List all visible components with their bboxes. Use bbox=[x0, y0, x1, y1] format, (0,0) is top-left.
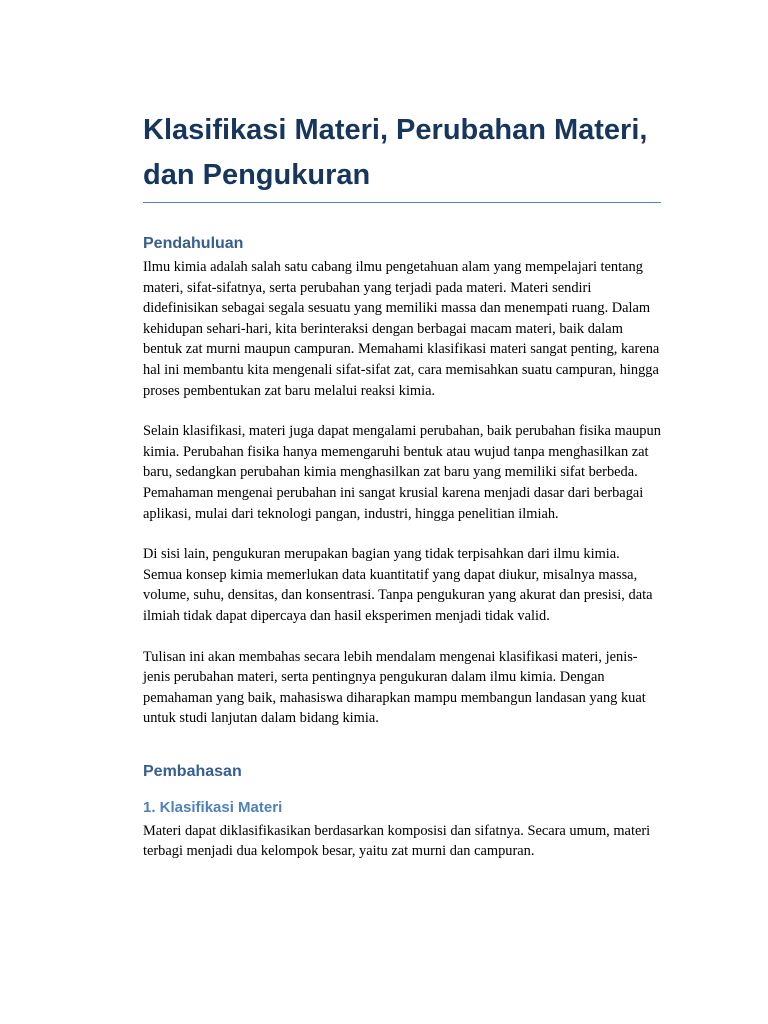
heading-klasifikasi-materi: 1. Klasifikasi Materi bbox=[143, 798, 283, 816]
paragraph-intro-3: Di sisi lain, pengukuran merupakan bagian yang tidak terpisahkan dari ilmu kimia. Semua konsep kimia memerlukan data kuantitatif yang dapat diukur, misalnya massa, volume, suhu, densitas, dan konsentrasi. Tanpa pengukuran yang akurat dan presisi, data ilmiah tidak dapat dipercaya dan hasil eksperimen menjadi tidak valid. bbox=[143, 546, 653, 624]
paragraph-intro-1: Ilmu kimia adalah salah satu cabang ilmu pengetahuan alam yang mempelajari tentang materi, sifat-sifatnya, serta perubahan yang terjadi pada materi. Materi sendiri didefinisikan sebagai segala sesuatu yang memiliki massa dan menempati ruang. Dalam kehidupan sehari-hari, kita berinteraksi dengan berbagai macam materi, baik dalam bentuk zat murni maupun campuran. Memahami klasifikasi materi sangat penting, karena hal ini membantu kita mengenali sifat-sifat zat, cara memisahkan suatu campuran, hingga proses pembentukan zat baru melalui reaksi kimia. bbox=[143, 259, 660, 399]
document-title bbox=[143, 108, 661, 202]
paragraph-klasifikasi-materi: Materi dapat diklasifikasikan berdasarkan komposisi dan sifatnya. Secara umum, materi terbagi menjadi dua kelompok besar, yaitu zat murni dan campuran. bbox=[143, 822, 651, 860]
paragraph-intro-2: Selain klasifikasi, materi juga dapat mengalami perubahan, baik perubahan fisika maupun kimia. Perubahan fisika hanya memengaruhi bentuk atau wujud tanpa menghasilkan zat baru, sedangkan perubahan kimia menghasilkan zat baru yang memiliki sifat berbeda. Pemahaman mengenai perubahan ini sangat krusial karena menjadi dasar dari berbagai aplikasi, mulai dari teknologi pangan, industri, hingga penelitian ilmiah. bbox=[143, 423, 661, 522]
document-body bbox=[143, 108, 661, 862]
title-line-1: Klasifikasi Materi, Perubahan Materi, bbox=[143, 114, 648, 146]
title-underline-rule bbox=[143, 202, 661, 203]
heading-pendahuluan: Pendahuluan bbox=[143, 235, 244, 252]
heading-pembahasan: Pembahasan bbox=[143, 762, 242, 780]
title-line-2: dan Pengukuran bbox=[143, 159, 371, 191]
paragraph-intro-4: Tulisan ini akan membahas secara lebih mendalam mengenai klasifikasi materi, jenis-jenis perubahan materi, serta pentingnya pengukuran dalam ilmu kimia. Dengan pemahaman yang baik, mahasiswa diharapkan mampu membangun landasan yang kuat untuk studi lanjutan dalam bidang kimia. bbox=[143, 648, 646, 727]
